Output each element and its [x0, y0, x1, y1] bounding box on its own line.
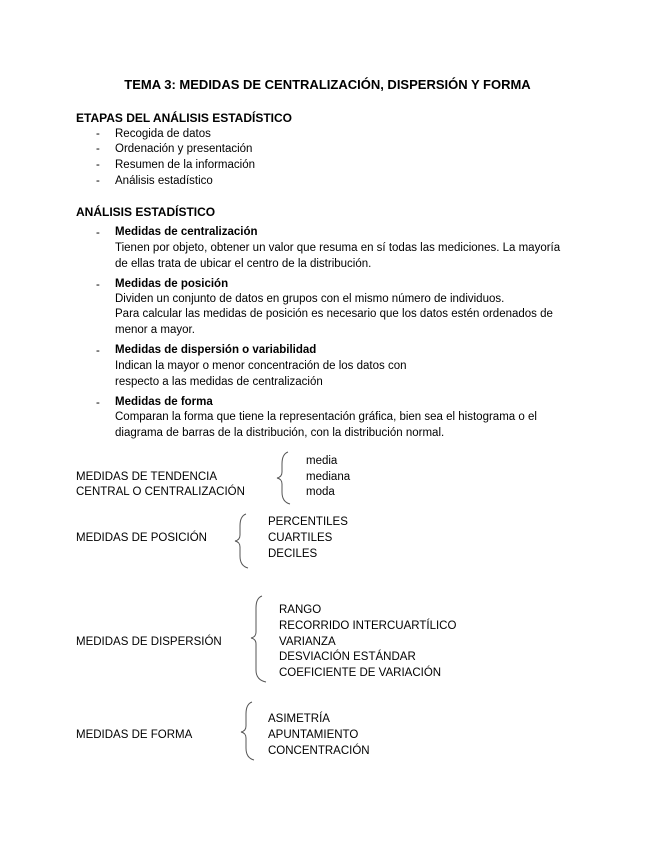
section-text: respecto a las medidas de centralización	[115, 376, 323, 388]
group-item: APUNTAMIENTO	[268, 729, 359, 741]
group-item: DESVIACIÓN ESTÁNDAR	[279, 651, 416, 663]
group-item: moda	[306, 486, 335, 498]
section-text: diagrama de barras de la distribución, con la distribución normal.	[115, 427, 445, 439]
group-item: DECILES	[268, 548, 318, 560]
group-item: COEFICIENTE DE VARIACIÓN	[279, 667, 442, 679]
list-bullet: -	[96, 143, 100, 155]
group-item: mediana	[306, 471, 351, 483]
brace-icon	[248, 594, 274, 684]
group-item: RECORRIDO INTERCUARTÍLICO	[279, 620, 457, 632]
section-text: menor a mayor.	[115, 324, 195, 336]
group-item: CUARTILES	[268, 532, 333, 544]
list-bullet: -	[96, 227, 100, 239]
section-text: de ellas trata de ubicar el centro de la distribución.	[115, 258, 372, 270]
group-label: MEDIDAS DE TENDENCIA	[76, 471, 218, 483]
analisis-heading: ANÁLISIS ESTADÍSTICO	[76, 205, 216, 219]
list-bullet: -	[96, 345, 100, 357]
list-bullet: -	[96, 128, 100, 140]
section-title: Medidas de dispersión o variabilidad	[115, 344, 317, 356]
brace-icon	[238, 700, 262, 762]
list-bullet: -	[96, 397, 100, 409]
group-label: MEDIDAS DE FORMA	[76, 729, 193, 741]
section-text: Dividen un conjunto de datos en grupos con el mismo número de individuos.	[115, 293, 505, 305]
list-bullet: -	[96, 159, 100, 171]
list-item: Recogida de datos	[115, 128, 211, 140]
section-title: Medidas de posición	[115, 278, 229, 290]
section-title: Medidas de centralización	[115, 226, 258, 238]
group-label: MEDIDAS DE POSICIÓN	[76, 532, 207, 544]
group-label: CENTRAL O CENTRALIZACIÓN	[76, 486, 245, 498]
group-item: RANGO	[279, 604, 322, 616]
brace-icon	[232, 512, 256, 570]
group-item: media	[306, 455, 338, 467]
list-item: Ordenación y presentación	[115, 143, 253, 155]
list-item: Resumen de la información	[115, 159, 255, 171]
group-label: MEDIDAS DE DISPERSIÓN	[76, 636, 222, 648]
section-title: Medidas de forma	[115, 396, 213, 408]
group-item: PERCENTILES	[268, 516, 348, 528]
list-bullet: -	[96, 279, 100, 291]
list-bullet: -	[96, 175, 100, 187]
section-text: Comparan la forma que tiene la representación gráfica, bien sea el histograma o el	[115, 411, 537, 423]
etapas-heading: ETAPAS DEL ANÁLISIS ESTADÍSTICO	[76, 111, 293, 125]
section-text: Para calcular las medidas de posición es necesario que los datos estén ordenados de	[115, 308, 553, 320]
section-text: Tienen por objeto, obtener un valor que resuma en sí todas las mediciones. La mayoría	[115, 242, 561, 254]
group-item: VARIANZA	[279, 636, 336, 648]
page-title: TEMA 3: MEDIDAS DE CENTRALIZACIÓN, DISPERSIÓN Y FORMA	[124, 77, 531, 92]
section-text: Indican la mayor o menor concentración de los datos con	[115, 360, 407, 372]
group-item: ASIMETRÍA	[268, 713, 330, 725]
brace-icon	[274, 450, 298, 506]
list-item: Análisis estadístico	[115, 175, 213, 187]
group-item: CONCENTRACIÓN	[268, 745, 370, 757]
